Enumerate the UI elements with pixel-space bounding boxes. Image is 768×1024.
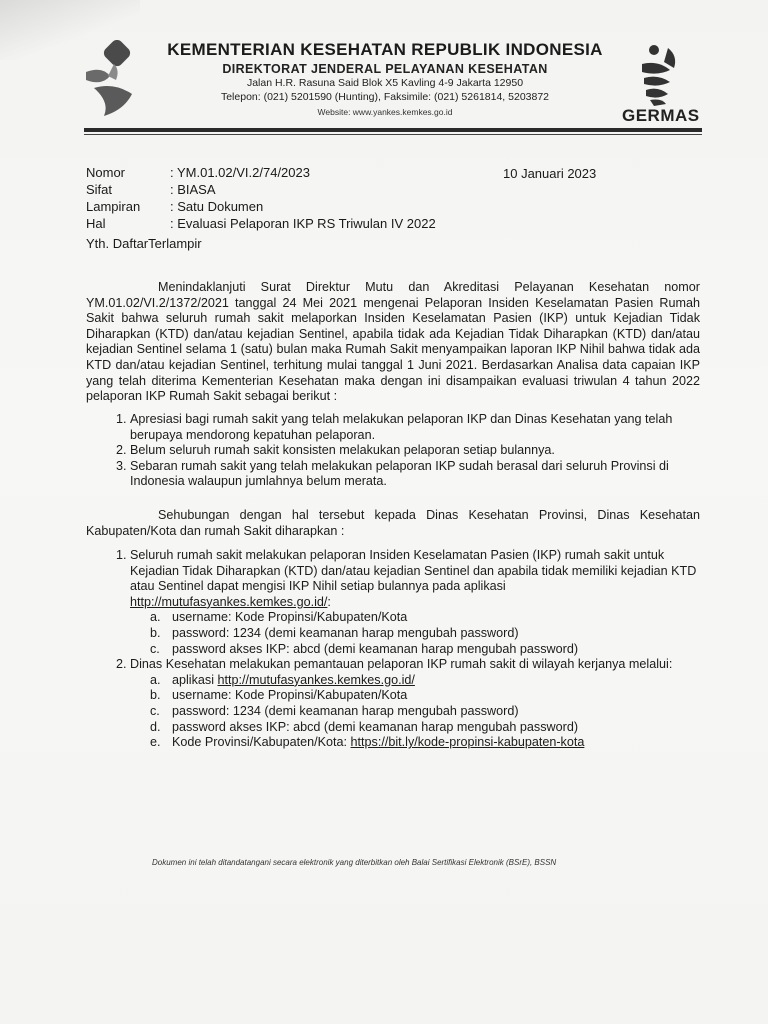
sublist-text: password akses IKP: abcd (demi keamanan harap mengubah password) xyxy=(172,719,579,734)
meta-row-sifat xyxy=(86,181,436,198)
list-number: 3. xyxy=(116,458,127,473)
sublist-text: password: 1234 (demi keamanan harap mengubah password) xyxy=(172,625,519,640)
list-item xyxy=(86,443,702,459)
meta-label: Lampiran xyxy=(86,199,141,214)
addressee: Yth. DaftarTerlampir xyxy=(86,236,202,251)
sublist-letter: a. xyxy=(150,672,161,687)
sublist-item xyxy=(150,720,702,736)
ministry-name: KEMENTERIAN KESEHATAN REPUBLIK INDONESIA xyxy=(167,40,603,59)
meta-row-lampiran xyxy=(86,198,436,215)
meta-value: : Satu Dokumen xyxy=(170,199,264,214)
mutufasyankes-link[interactable]: http://mutufasyankes.kemkes.go.id/ xyxy=(130,594,328,609)
esignature-footer: Dokumen ini telah ditandatangani secara elektronik yang diterbitkan oleh Balai Sertifikasi Elektronik (BSrE), BSSN xyxy=(152,858,557,867)
letterhead xyxy=(150,40,620,117)
kemenkes-logo xyxy=(80,40,142,122)
sublist-item xyxy=(150,688,702,704)
list-text: Sebaran rumah sakit yang telah melakukan pelaporan IKP sudah berasal dari seluruh Provinsi di Indonesia walaupun jumlahnya belum merata. xyxy=(130,458,669,489)
sublist-item xyxy=(150,704,702,720)
sublist-item xyxy=(150,626,702,642)
list-number: 1. xyxy=(116,412,127,426)
address: Jalan H.R. Rasuna Said Blok X5 Kavling 4-9 Jakarta 12950 xyxy=(246,77,524,89)
list-number: 2. xyxy=(116,443,127,458)
sublist xyxy=(150,673,702,751)
list-number: 1. xyxy=(116,548,127,562)
letter-meta xyxy=(86,164,436,232)
kode-propinsi-link[interactable]: https://bit.ly/kode-propinsi-kabupaten-kota xyxy=(350,735,585,750)
list-item xyxy=(86,412,702,443)
meta-value: : BIASA xyxy=(170,182,216,197)
sublist-letter: c. xyxy=(150,641,160,656)
sublist-text: password akses IKP: abcd (demi keamanan harap mengubah password) xyxy=(172,641,579,656)
meta-row-hal xyxy=(86,215,436,232)
paragraph-request: Sehubungan dengan hal tersebut kepada Dinas Kesehatan Provinsi, Dinas Kesehatan Kabupaten/Kota dan rumah Sakit diharapkan : xyxy=(86,508,700,538)
sublist-item xyxy=(150,610,702,626)
meta-value: : YM.01.02/VI.2/74/2023 xyxy=(170,165,310,180)
sublist-letter: b. xyxy=(150,688,161,703)
evaluation-list xyxy=(86,412,702,490)
letter-date: 10 Januari 2023 xyxy=(503,166,597,181)
sublist-letter: e. xyxy=(150,735,161,750)
request-list xyxy=(86,548,702,751)
sublist-text: aplikasi xyxy=(172,672,218,687)
list-number: 2. xyxy=(116,657,127,672)
list-text: Dinas Kesehatan melakukan pemantauan pelaporan IKP rumah sakit di wilayah kerjanya melalui: xyxy=(130,657,673,672)
mutufasyankes-link[interactable]: http://mutufasyankes.kemkes.go.id/ xyxy=(217,672,415,687)
meta-value: : Evaluasi Pelaporan IKP RS Triwulan IV 2022 xyxy=(170,216,436,231)
sublist-item xyxy=(150,735,702,751)
header-rule xyxy=(84,128,702,132)
meta-row-nomor xyxy=(86,164,436,181)
list-item xyxy=(86,459,702,490)
list-item xyxy=(86,548,702,610)
sublist-text: username: Kode Propinsi/Kabupaten/Kota xyxy=(172,610,408,625)
sublist-letter: b. xyxy=(150,625,161,640)
link-suffix: : xyxy=(327,594,331,609)
header-rule-thin xyxy=(84,134,702,135)
sublist-text: password: 1234 (demi keamanan harap mengubah password) xyxy=(172,703,519,718)
sublist-item xyxy=(150,642,702,658)
sublist-text: username: Kode Propinsi/Kabupaten/Kota xyxy=(172,688,408,703)
list-item xyxy=(86,657,702,673)
sublist-item xyxy=(150,673,702,689)
sublist-letter: a. xyxy=(150,610,161,625)
list-text: Seluruh rumah sakit melakukan pelaporan Insiden Keselamatan Pasien (IKP) rumah sakit untuk Kejadian Tidak Diharapkan (KTD) dan/atau kejadian Sentinel dan apabila tidak memiliki kejadian KTD atau Sentinel dapat mengisi IKP Nihil setiap bulannya pada aplikasi xyxy=(130,548,697,594)
list-text: Belum seluruh rumah sakit konsisten melakukan pelaporan setiap bulannya. xyxy=(130,443,555,458)
meta-label: Sifat xyxy=(86,182,113,197)
list-text: Apresiasi bagi rumah sakit yang telah melakukan pelaporan IKP dan Dinas Kesehatan yang telah berupaya mendorong kepatuhan pelaporan. xyxy=(130,412,673,442)
sublist-letter: c. xyxy=(150,703,160,718)
paragraph-intro: Menindaklanjuti Surat Direktur Mutu dan Akreditasi Pelayanan Kesehatan nomor YM.01.02/VI.2/1372/2021 tanggal 24 Mei 2021 mengenai Pelaporan Insiden Keselamatan Pasien Rumah Sakit bahwa seluruh rumah sakit melaporkan Insiden Keselamatan Pasien (IKP) untuk Kejadian Tidak Diharapkan (KTD) dan/atau kejadian Sentinel, apabila tidak ada Kejadian Tidak Diharapkan (KTD) dan/atau kejadian Sentinel selama 1 (satu) bulan maka Rumah Sakit menyampaikan laporan IKP Nihil bahwa tidak ada KTD dan/atau kejadian Sentinel, terhitung mulai tanggal 1 Juni 2021. Berdasarkan Analisa data capaian IKP yang telah diterima Kementerian Kesehatan maka dengan ini disampaikan evaluasi triwulan 4 tahun 2022 pelaporan IKP Rumah Sakit sebagai berikut : xyxy=(86,280,700,404)
phone-fax: Telepon: (021) 5201590 (Hunting), Faksimile: (021) 5261814, 5203872 xyxy=(220,91,550,103)
sublist xyxy=(150,610,702,657)
directorate-name: DIREKTORAT JENDERAL PELAYANAN KESEHATAN xyxy=(222,62,548,76)
sublist-letter: d. xyxy=(150,719,161,734)
sublist-text: Kode Provinsi/Kabupaten/Kota: xyxy=(172,735,351,750)
germas-label: GERMAS xyxy=(622,106,700,125)
meta-label: Nomor xyxy=(86,165,126,180)
website: Website: www.yankes.kemkes.go.id xyxy=(317,107,453,117)
meta-label: Hal xyxy=(86,216,106,231)
